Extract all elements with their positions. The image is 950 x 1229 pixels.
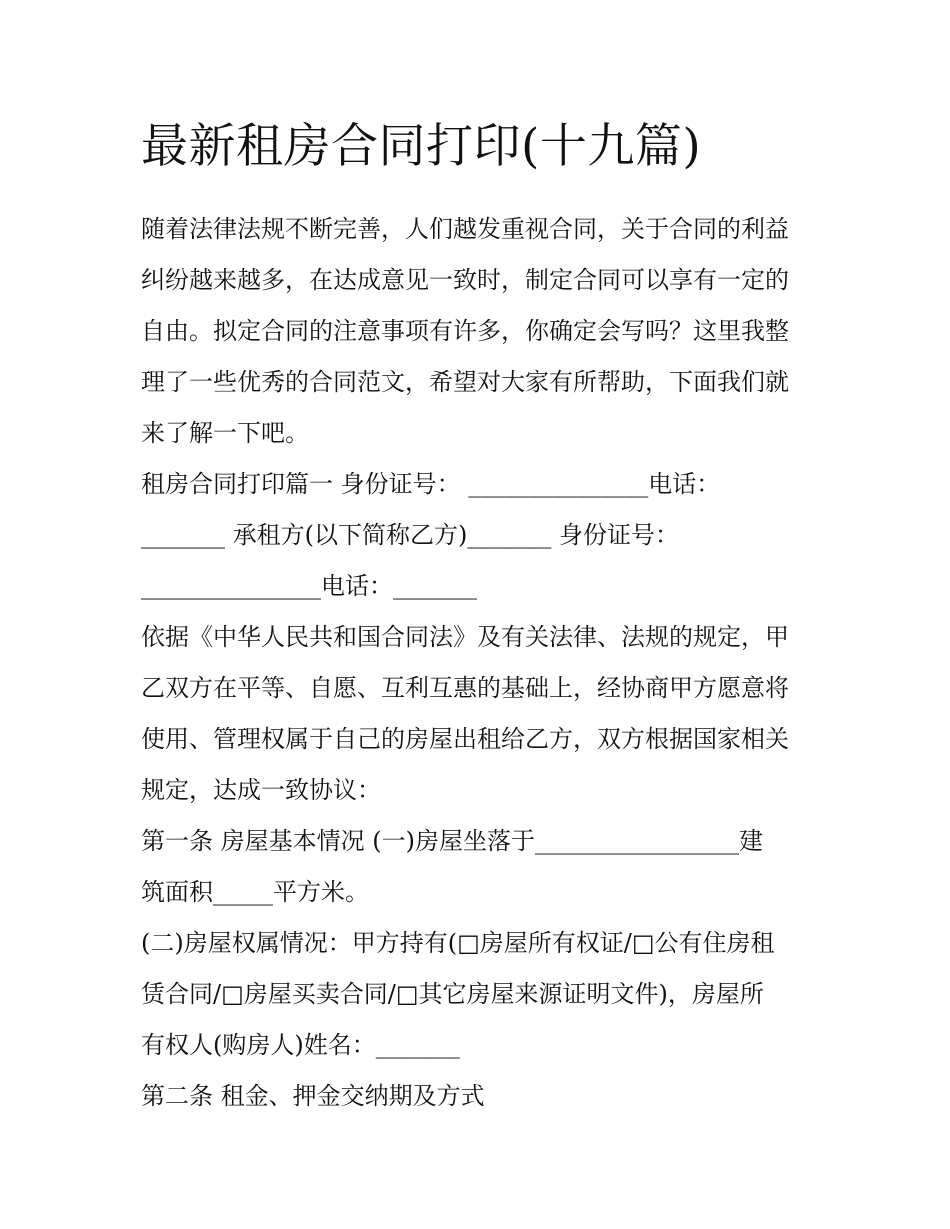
- article-1-line-1: 第一条 房屋基本情况 (一)房屋坐落于_________________建: [141, 827, 763, 855]
- article-1-paragraph: [141, 816, 821, 918]
- ownership-line-3: 有权人(购房人)姓名：_______: [141, 1031, 460, 1059]
- ownership-line-1: (二)房屋权属情况：甲方持有(□房屋所有权证/□公有住房租: [141, 929, 775, 957]
- intro-line-1: 随着法律法规不断完善，人们越发重视合同，关于合同的利益: [141, 215, 789, 243]
- parties-paragraph: [141, 459, 821, 612]
- intro-line-2: 纠纷越来越多，在达成意见一致时，制定合同可以享有一定的: [141, 266, 789, 294]
- parties-line-1: 租房合同打印篇一 身份证号： _______________电话：: [141, 470, 721, 498]
- intro-paragraph: [141, 204, 821, 459]
- parties-line-3: _______________电话：_______: [141, 572, 477, 600]
- intro-line-5: 来了解一下吧。: [141, 419, 309, 447]
- ownership-line-2: 赁合同/□房屋买卖合同/□其它房屋来源证明文件)，房屋所: [141, 980, 764, 1008]
- intro-line-4: 理了一些优秀的合同范文，希望对大家有所帮助，下面我们就: [141, 368, 789, 396]
- article-2-paragraph: [141, 1071, 821, 1122]
- basis-paragraph: [141, 612, 821, 816]
- basis-line-3: 使用、管理权属于自己的房屋出租给乙方，双方根据国家相关: [141, 725, 789, 753]
- parties-line-2: _______ 承租方(以下简称乙方)_______ 身份证号：: [141, 521, 679, 549]
- document-body: [141, 110, 821, 1122]
- basis-line-4: 规定，达成一致协议：: [141, 776, 381, 804]
- intro-line-3: 自由。拟定合同的注意事项有许多，你确定会写吗？这里我整: [141, 317, 789, 345]
- article-2-line-1: 第二条 租金、押金交纳期及方式: [141, 1082, 485, 1110]
- basis-line-1: 依据《中华人民共和国合同法》及有关法律、法规的规定，甲: [141, 623, 789, 651]
- article-1-line-2: 筑面积_____平方米。: [141, 878, 369, 906]
- ownership-paragraph: [141, 918, 821, 1071]
- document-title: 最新租房合同打印(十九篇): [141, 119, 702, 174]
- basis-line-2: 乙双方在平等、自愿、互利互惠的基础上，经协商甲方愿意将: [141, 674, 789, 702]
